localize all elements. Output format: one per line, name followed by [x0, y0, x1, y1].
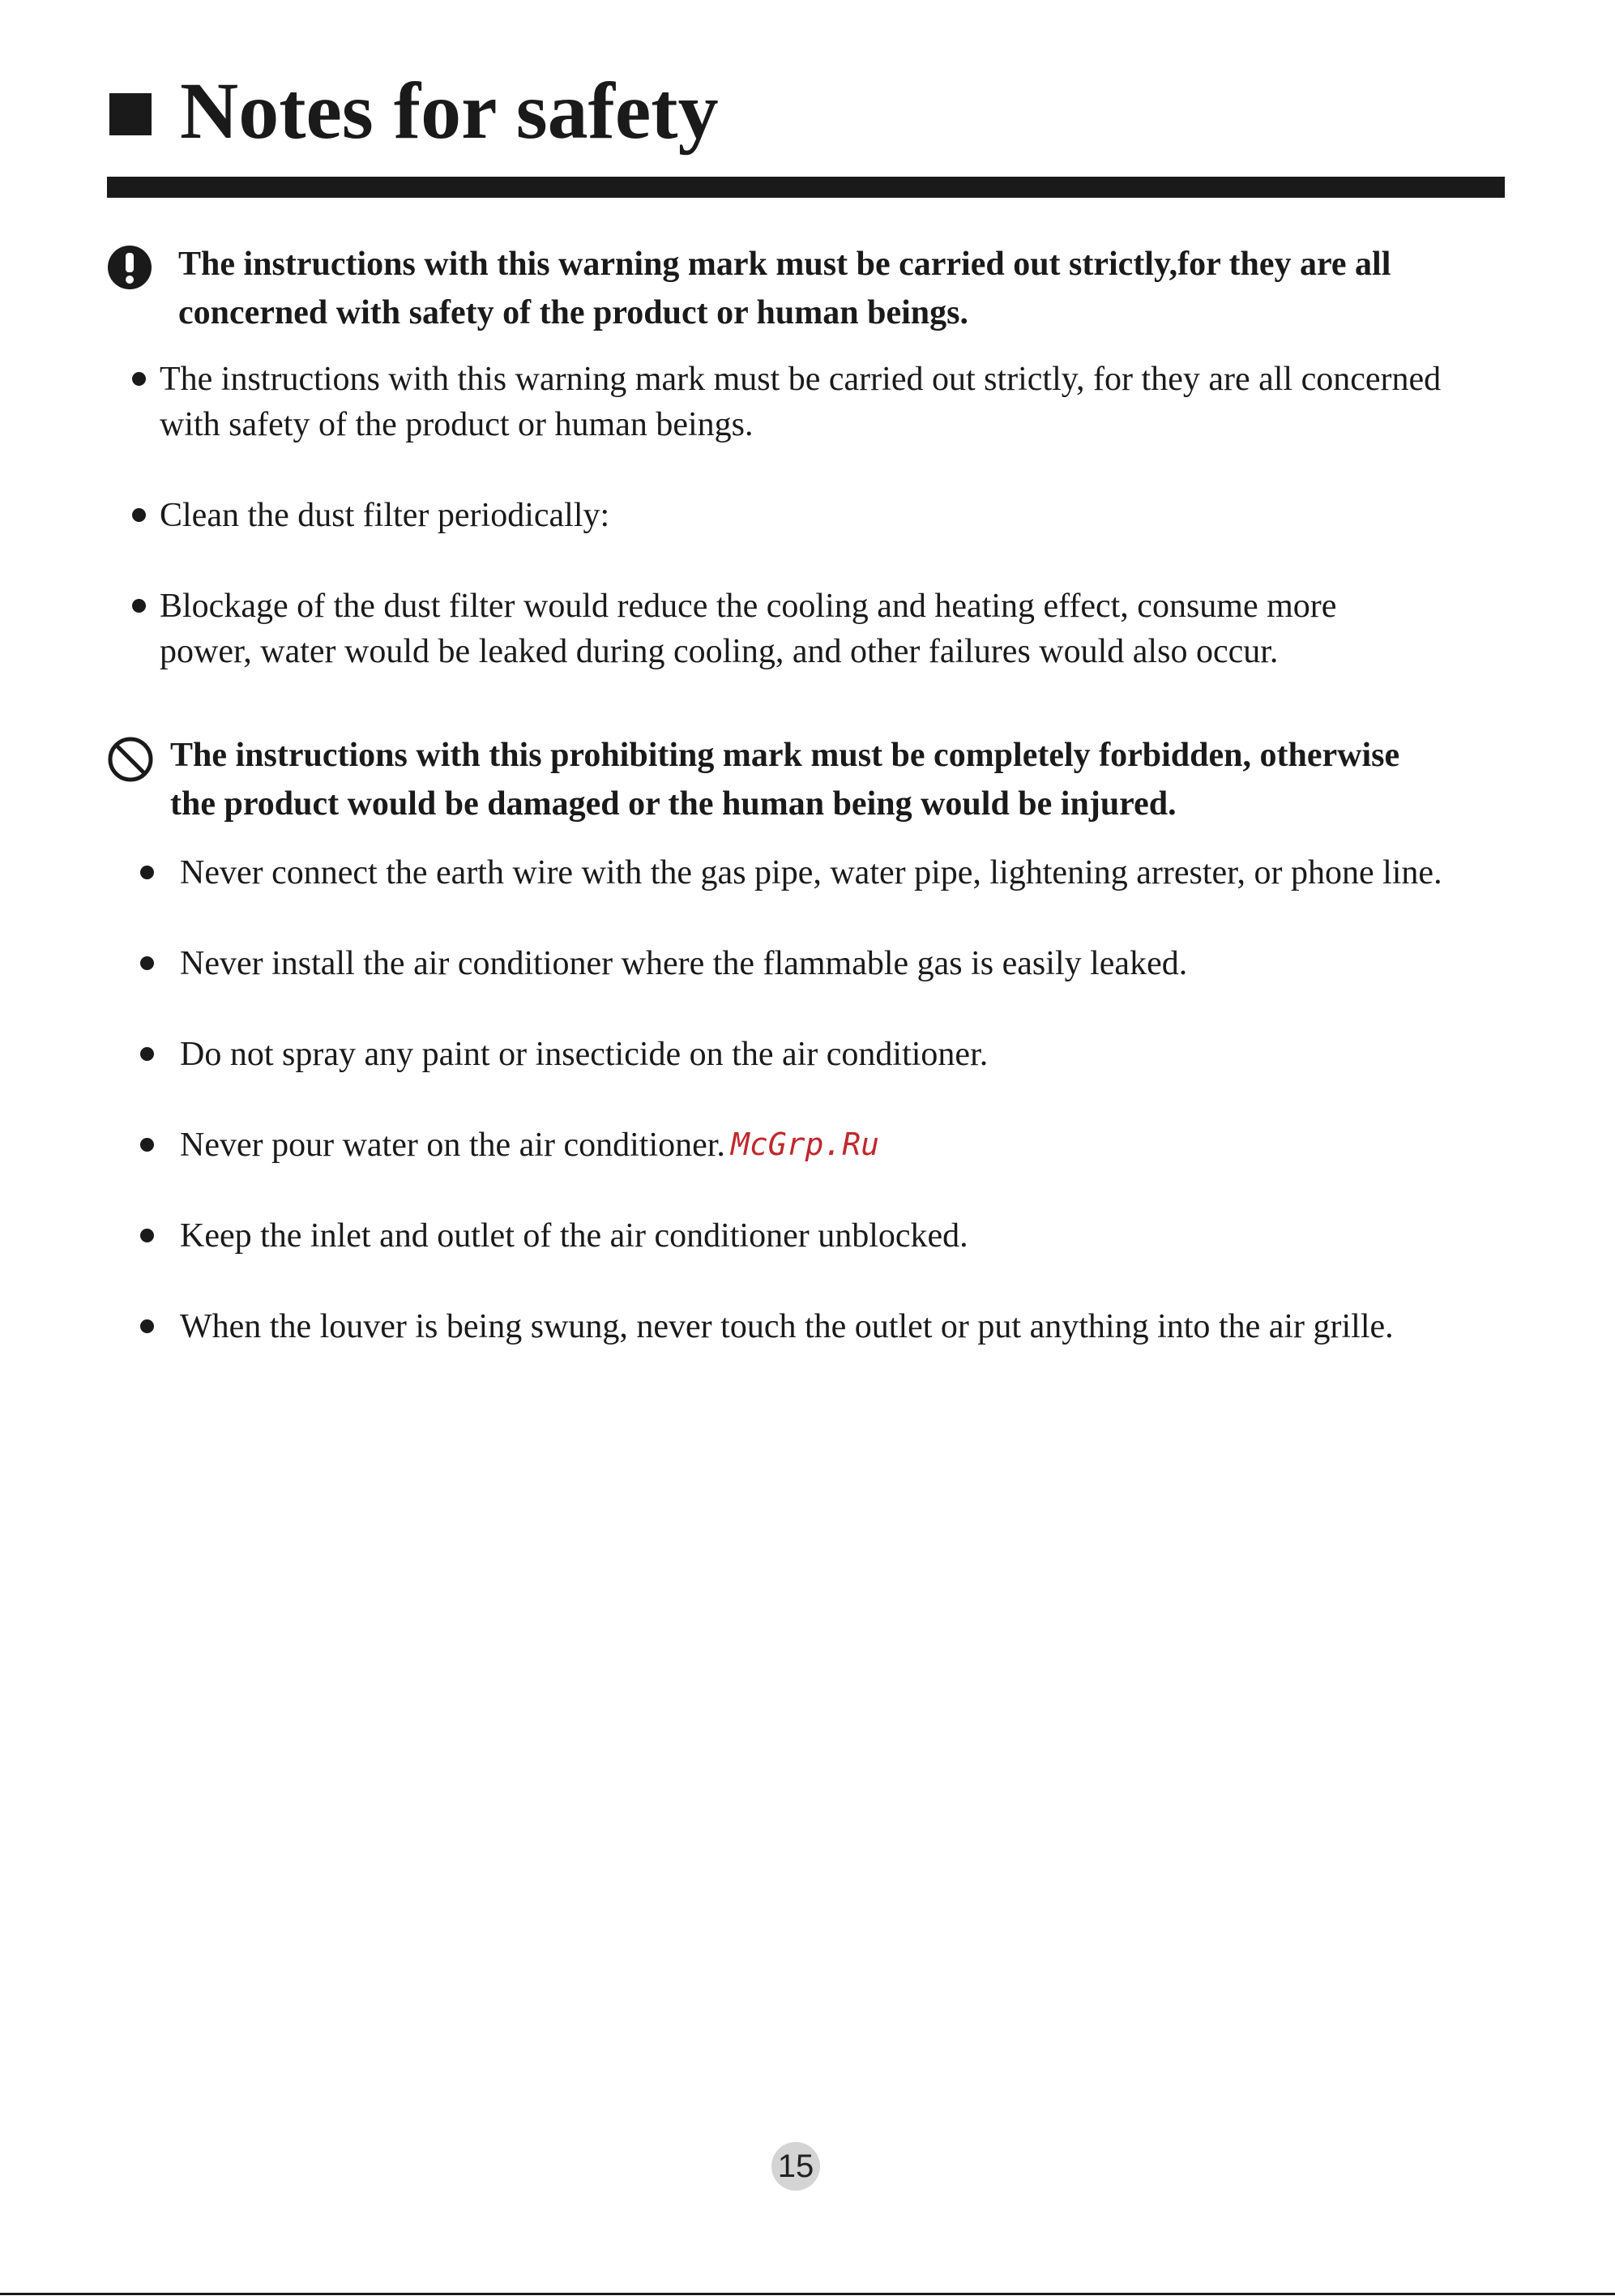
- warning-heading-line-1: The instructions with this warning mark must be carried out strictly,for they are all: [178, 246, 1391, 283]
- warning-item-2: Clean the dust filter periodically:: [160, 497, 610, 534]
- title-square-icon: [109, 93, 152, 135]
- prohibit-item-6: When the louver is being swung, never touch the outlet or put anything into the air grille.: [180, 1308, 1394, 1345]
- bullet-icon: [140, 1229, 154, 1242]
- warning-item-3-line-1: Blockage of the dust filter would reduce the cooling and heating effect, consume more: [160, 588, 1337, 625]
- bullet-icon: [140, 1319, 154, 1333]
- prohibit-heading-line-2: the product would be damaged or the human being would be injured.: [170, 785, 1177, 823]
- bullet-icon: [140, 956, 154, 970]
- warning-heading-line-2: concerned with safety of the product or human beings.: [178, 294, 968, 331]
- title-rule: [107, 177, 1505, 198]
- prohibit-heading-line-1: The instructions with this prohibiting mark must be completely forbidden, otherwise: [170, 737, 1400, 774]
- watermark-text: McGrp.Ru: [731, 1127, 880, 1162]
- prohibit-item-1: Never connect the earth wire with the gas pipe, water pipe, lightening arrester, or phone line.: [180, 854, 1442, 891]
- bullet-icon: [140, 866, 154, 879]
- bullet-icon: [140, 1047, 154, 1061]
- warning-item-1-line-2: with safety of the product or human beings.: [160, 406, 754, 443]
- bullet-icon: [132, 508, 146, 522]
- warning-item-1-line-1: The instructions with this warning mark must be carried out strictly, for they are all concerned: [160, 361, 1442, 398]
- prohibit-item-3: Do not spray any paint or insecticide on the air conditioner.: [180, 1036, 989, 1073]
- bullet-icon: [140, 1138, 154, 1152]
- warning-item-3-line-2: power, water would be leaked during cooling, and other failures would also occur.: [160, 633, 1279, 670]
- prohibit-item-5: Keep the inlet and outlet of the air conditioner unblocked.: [180, 1217, 968, 1255]
- prohibited-icon: [107, 736, 154, 783]
- page-number: 15: [771, 2142, 820, 2191]
- page-title: Notes for safety: [180, 66, 719, 156]
- prohibit-item-2: Never install the air conditioner where the flammable gas is easily leaked.: [180, 945, 1188, 982]
- bullet-icon: [132, 372, 146, 386]
- prohibit-item-4: Never pour water on the air conditioner.: [180, 1127, 725, 1164]
- exclamation-circle-icon: [107, 245, 152, 290]
- footer-line: [0, 2293, 1615, 2295]
- bullet-icon: [132, 599, 146, 613]
